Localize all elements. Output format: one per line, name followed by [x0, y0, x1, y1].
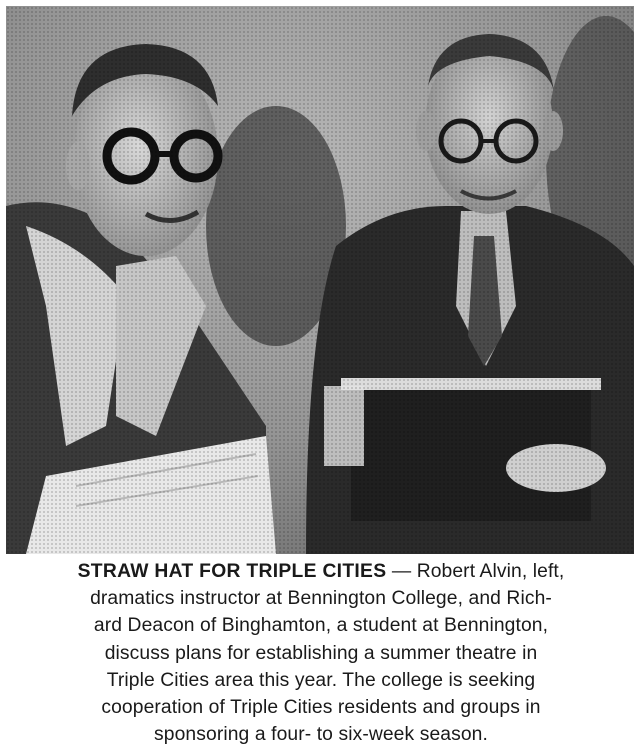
caption-line-4: discuss plans for establishing a summer theatre in — [104, 642, 538, 664]
news-photograph — [6, 6, 634, 554]
photo-caption — [8, 558, 634, 748]
caption-line-3: ard Deacon of Binghamton, a student at Bennington, — [93, 615, 549, 637]
caption-line-6: cooperation of Triple Cities residents and groups in — [101, 697, 541, 719]
caption-line-5: Triple Cities area this year. The college is seeking — [106, 669, 536, 691]
photograph-of-two-men — [6, 6, 634, 554]
caption-dash: — — [386, 561, 417, 582]
caption-headline: STRAW HAT FOR TRIPLE CITIES — [77, 561, 387, 582]
caption-line-2: dramatics instructor at Bennington College, and Rich- — [90, 588, 552, 610]
caption-line-7: sponsoring a four- to six-week season. — [154, 724, 488, 746]
halftone-texture — [6, 6, 634, 554]
caption-text: Robert Alvin, left, — [416, 561, 565, 582]
caption-line-1 — [8, 558, 634, 585]
